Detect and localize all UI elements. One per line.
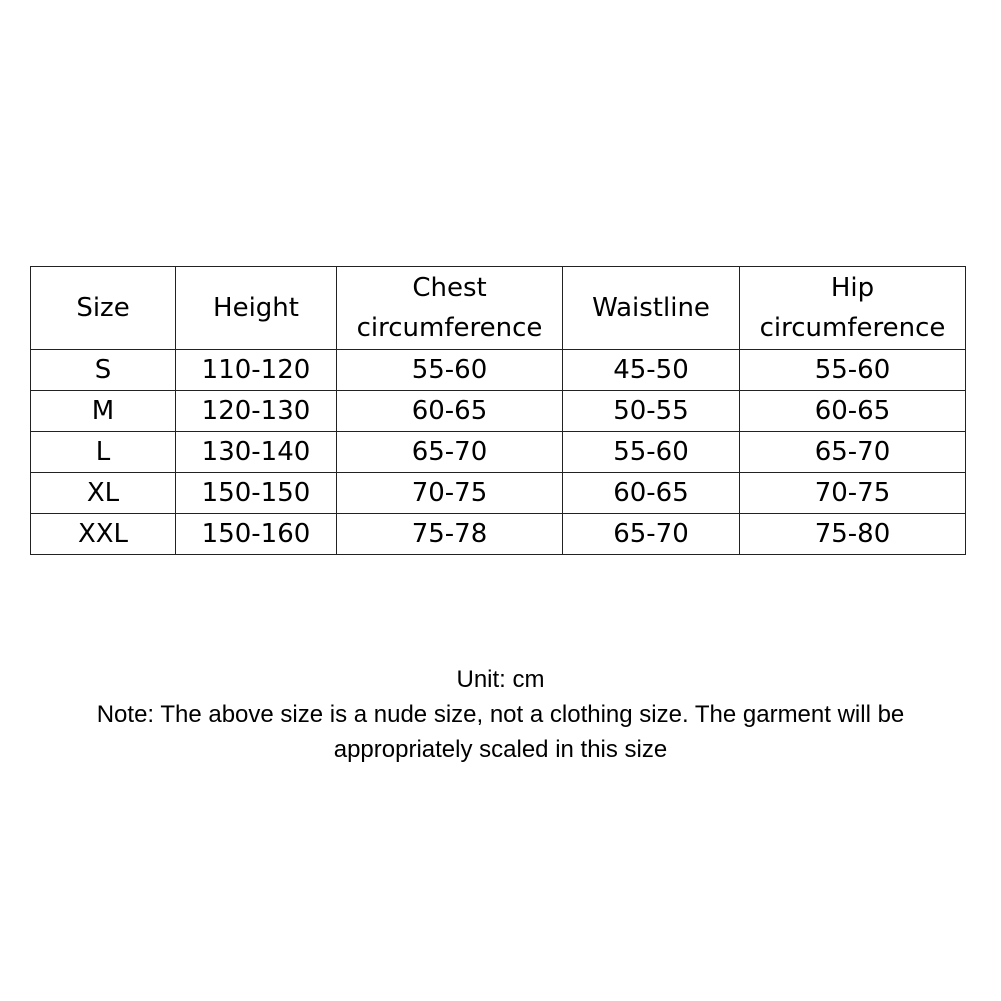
table-row [31,432,966,473]
table-header-row [31,267,966,350]
header-waistline: Waistline [563,267,740,350]
table-cell: 65-70 [740,432,966,473]
unit-label: Unit: cm [456,666,545,693]
table-cell: 120-130 [176,391,337,432]
table-cell: 55-60 [740,350,966,391]
table-cell: 50-55 [563,391,740,432]
header-hip-circumference: Hip circumference [740,267,966,350]
table-row [31,473,966,514]
table-cell: 55-60 [563,432,740,473]
table-cell: 60-65 [740,391,966,432]
table-cell: 55-60 [337,350,563,391]
table-row [31,391,966,432]
nude-size-note: Note: The above size is a nude size, not a clothing size. The garment will be appropriately scaled in this size [96,701,905,763]
table-cell: 60-65 [337,391,563,432]
table-cell: 60-65 [563,473,740,514]
table-cell: 70-75 [740,473,966,514]
table-cell: 130-140 [176,432,337,473]
table-cell: M [31,391,176,432]
table-cell: XL [31,473,176,514]
table-cell: 150-150 [176,473,337,514]
size-notes [0,662,1001,767]
header-chest-circumference: Chest circumference [337,267,563,350]
table-row [31,514,966,555]
table-cell: 110-120 [176,350,337,391]
table-cell: 65-70 [337,432,563,473]
table-cell: 45-50 [563,350,740,391]
header-height: Height [176,267,337,350]
table-cell: 70-75 [337,473,563,514]
table-cell: L [31,432,176,473]
table-cell: 150-160 [176,514,337,555]
table-cell: 75-80 [740,514,966,555]
table-cell: XXL [31,514,176,555]
table-cell: 75-78 [337,514,563,555]
table-cell: S [31,350,176,391]
header-size: Size [31,267,176,350]
table-row [31,350,966,391]
size-chart-table [30,266,966,555]
table-cell: 65-70 [563,514,740,555]
